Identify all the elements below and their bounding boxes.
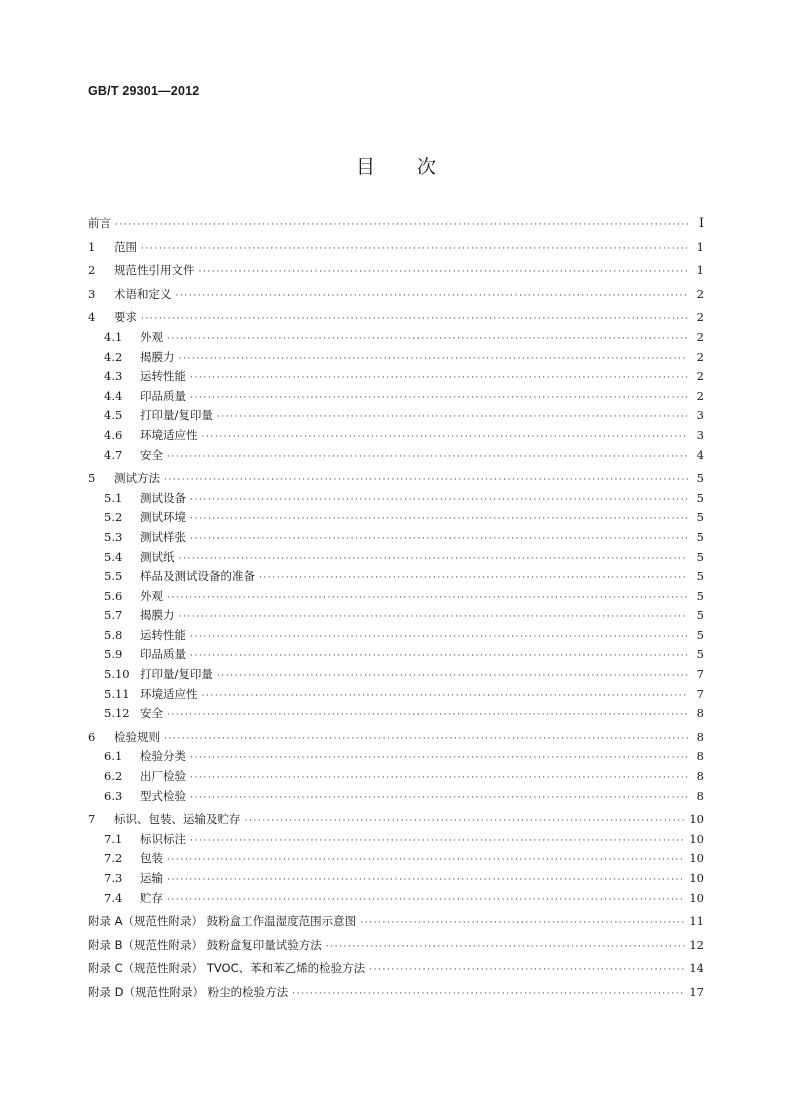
toc-entry-page-number: 10 [689,851,704,866]
dot-leader [167,589,688,609]
toc-entry[interactable] [88,469,704,489]
toc-entry-label: 标识标注 [140,831,186,846]
toc-entry-label: 检验分类 [140,749,186,764]
toc-entry[interactable] [88,446,704,466]
toc-entry-page-number: 5 [696,490,704,505]
dot-leader [190,749,688,769]
toc-entry-label: 贮存 [140,890,163,905]
toc-entry-label: 环境适应性 [140,686,198,701]
toc-entry[interactable] [88,830,704,850]
toc-entry-number: 4 [88,310,96,325]
toc-entry-number: 4.6 [104,427,123,442]
dot-leader [141,310,688,330]
toc-entry-label: 运输 [140,871,163,885]
toc-entry[interactable] [88,238,704,258]
toc-entry-label: 测试环境 [140,510,186,525]
toc-entry-number: 5.11 [104,686,130,701]
toc-entry-number: 4.4 [104,388,123,403]
toc-entry-page-number: 5 [696,588,704,603]
dot-leader [167,871,685,891]
toc-entry[interactable] [88,728,704,748]
toc-entry[interactable] [88,348,704,368]
toc-entry-number: 7.2 [104,851,123,866]
toc-entry-label: 检验规则 [114,729,160,744]
toc-entry-label: 环境适应性 [140,427,198,442]
toc-entry-number: 5 [88,471,96,486]
toc-entry-number: 5.12 [104,706,130,721]
toc-entry-label: 打印量/复印量 [140,667,213,682]
dot-leader [190,530,688,550]
toc-entry-number: 4.3 [104,369,123,384]
dot-leader [176,287,689,307]
toc-entry-page-number: 7 [696,686,704,701]
toc-entry-number: 5.2 [104,510,123,525]
page-title-char-1: 目 [355,156,375,178]
toc-entry-number: 4.5 [104,408,123,423]
toc-entry-label: 运转性能 [140,627,186,642]
toc-entry-label: 印品质量 [140,647,186,662]
toc-entry[interactable] [88,645,704,665]
toc-entry[interactable] [88,869,704,889]
dot-leader [190,789,688,809]
toc-entry[interactable] [88,767,704,787]
dot-leader [202,428,689,448]
toc-entry[interactable] [88,528,704,548]
page-title-char-2: 次 [417,156,437,178]
dot-leader [190,647,688,667]
dot-leader [217,408,688,428]
toc-entry[interactable] [88,936,704,956]
dot-leader [326,938,686,958]
toc-entry-number: 7.1 [104,831,123,846]
toc-entry-label: 外观 [140,588,163,603]
toc-entry-page-number: 5 [696,627,704,642]
toc-entry[interactable] [88,959,704,979]
toc-entry[interactable] [88,704,704,724]
toc-entry[interactable] [88,367,704,387]
toc-entry-number: 5.5 [104,569,123,584]
dot-leader [190,369,688,389]
dot-leader [167,330,688,350]
toc-entry[interactable] [88,426,704,446]
toc-entry-label: 安全 [140,706,163,721]
toc-entry-number: 4.1 [104,329,123,344]
toc-entry-label: 测试样张 [140,529,186,544]
toc-entry-page-number: 11 [689,914,704,929]
toc-entry-page-number: 5 [696,647,704,662]
toc-entry-page-number: 5 [696,608,704,623]
toc-entry[interactable] [88,587,704,607]
toc-entry-number: 1 [88,239,96,254]
toc-entry[interactable] [88,489,704,509]
toc-entry-number: 7.3 [104,871,123,885]
toc-entry-number: 4.2 [104,349,123,364]
toc-entry-number: 5.3 [104,529,123,544]
dot-leader [167,891,685,911]
toc-entry-number: 6.3 [104,788,123,803]
toc-entry-page-number: 8 [696,788,704,803]
dot-leader [179,350,689,370]
toc-entry-label: 要求 [114,310,137,325]
toc-entry[interactable] [88,747,704,767]
toc-entry-page-number: 2 [696,388,704,403]
dot-leader [167,706,688,726]
toc-entry-page-number: 2 [696,286,704,301]
toc-entry[interactable] [88,328,704,348]
toc-entry-label: 附录 C（规范性附录） TVOC、苯和苯乙烯的检验方法 [88,961,366,976]
dot-leader [369,961,685,981]
toc-entry-page-number: 12 [689,937,704,952]
toc-entry[interactable] [88,912,704,932]
toc-entry-page-number: 1 [696,239,704,254]
dot-leader [245,812,686,832]
toc-entry[interactable] [88,606,704,626]
toc-entry[interactable] [88,261,704,281]
dot-leader [164,730,688,750]
toc-entry[interactable] [88,548,704,568]
toc-entry-page-number: 3 [696,408,704,423]
toc-entry-page-number: 5 [696,529,704,544]
toc-entry[interactable] [88,787,704,807]
toc-entry-label: 揭膜力 [140,608,175,623]
toc-entry-label: 附录 D（规范性附录） 粉尘的检验方法 [88,984,289,999]
dot-leader [190,832,685,852]
toc-entry-page-number: 10 [689,890,704,905]
toc-entry-number: 5.4 [104,549,123,564]
toc-entry-label: 测试方法 [114,471,160,486]
toc-entry[interactable] [88,665,704,685]
toc-entry-label: 测试纸 [140,549,175,564]
toc-entry-label: 前言 [88,216,111,230]
toc-entry-page-number: 7 [696,667,704,682]
dot-leader [141,240,688,260]
toc-entry-label: 附录 B（规范性附录） 鼓粉盒复印量试验方法 [88,937,322,952]
toc-entry[interactable] [88,626,704,646]
toc-entry[interactable] [88,685,704,705]
toc-entry-label: 包装 [140,851,163,866]
toc-entry[interactable] [88,983,704,1003]
toc-entry-number: 7 [88,812,96,827]
toc-entry-label: 测试设备 [140,490,186,505]
toc-entry-page-number: 8 [696,706,704,721]
toc-entry-label: 标识、包装、运输及贮存 [114,812,241,827]
toc-entry-number: 6.2 [104,769,123,784]
toc-entry-page-number: I [698,216,704,231]
toc-entry[interactable] [88,406,704,426]
dot-leader [360,914,685,934]
toc-entry-number: 2 [88,263,96,278]
dot-leader [115,216,688,236]
toc-entry-page-number: 5 [696,549,704,564]
toc-entry-label: 揭膜力 [140,349,175,364]
toc-entry[interactable] [88,567,704,587]
toc-entry-page-number: 3 [696,427,704,442]
toc-entry-label: 型式检验 [140,788,186,803]
dot-leader [190,769,688,789]
toc-entry-number: 6.1 [104,749,123,764]
toc-entry-page-number: 17 [689,984,704,999]
toc-entry[interactable] [88,508,704,528]
toc-entry-label: 打印量/复印量 [140,408,213,423]
toc-entry-page-number: 10 [689,812,704,827]
toc-entry-label: 出厂检验 [140,769,186,784]
toc-entry[interactable] [88,308,704,328]
toc-entry-page-number: 10 [689,831,704,846]
dot-leader [202,687,689,707]
toc-entry-page-number: 4 [696,447,704,462]
toc-entry-number: 4.7 [104,447,123,462]
page-title [0,152,792,179]
toc-entry[interactable] [88,810,704,830]
toc-entry-page-number: 2 [696,349,704,364]
toc-entry-page-number: 2 [696,329,704,344]
toc-entry[interactable] [88,889,704,909]
toc-entry-number: 3 [88,286,96,301]
dot-leader [164,471,688,491]
toc-entry-number: 5.7 [104,608,123,623]
toc-entry-page-number: 1 [696,263,704,278]
dot-leader [190,510,688,530]
toc-entry-page-number: 14 [689,961,704,976]
toc-entry-page-number: 5 [696,569,704,584]
toc-entry-label: 外观 [140,329,163,344]
toc-entry-label: 规范性引用文件 [114,263,195,278]
toc-entry[interactable] [88,285,704,305]
toc-entry[interactable] [88,214,704,234]
toc-entry-label: 范围 [114,239,137,254]
dot-leader [199,263,689,283]
toc-entry-number: 5.1 [104,490,123,505]
toc-entry-page-number: 10 [689,871,704,885]
toc-entry-page-number: 5 [696,471,704,486]
dot-leader [217,667,688,687]
toc-entry-number: 5.9 [104,647,123,662]
toc-entry-page-number: 8 [696,749,704,764]
table-of-contents [88,214,704,1003]
standard-code: GB/T 29301—2012 [88,84,200,98]
toc-entry-label: 安全 [140,447,163,462]
dot-leader [179,608,689,628]
toc-entry-page-number: 2 [696,310,704,325]
toc-entry-page-number: 2 [696,369,704,384]
toc-entry-label: 术语和定义 [114,286,172,301]
dot-leader [167,448,688,468]
toc-entry-page-number: 8 [696,769,704,784]
toc-entry-page-number: 5 [696,510,704,525]
toc-entry-page-number: 8 [696,729,704,744]
dot-leader [292,985,685,1005]
toc-entry-number: 6 [88,729,96,744]
dot-leader [167,851,685,871]
dot-leader [190,389,688,409]
toc-entry[interactable] [88,387,704,407]
toc-entry[interactable] [88,849,704,869]
toc-entry-label: 附录 A（规范性附录） 鼓粉盒工作温湿度范围示意图 [88,914,357,929]
toc-entry-number: 5.6 [104,588,123,603]
toc-entry-number: 7.4 [104,890,123,905]
toc-entry-number: 5.8 [104,627,123,642]
dot-leader [259,569,688,589]
toc-entry-label: 运转性能 [140,369,186,384]
toc-entry-label: 印品质量 [140,388,186,403]
dot-leader [190,491,688,511]
toc-entry-label: 样品及测试设备的准备 [140,569,255,584]
toc-entry-number: 5.10 [104,667,130,682]
dot-leader [190,628,688,648]
